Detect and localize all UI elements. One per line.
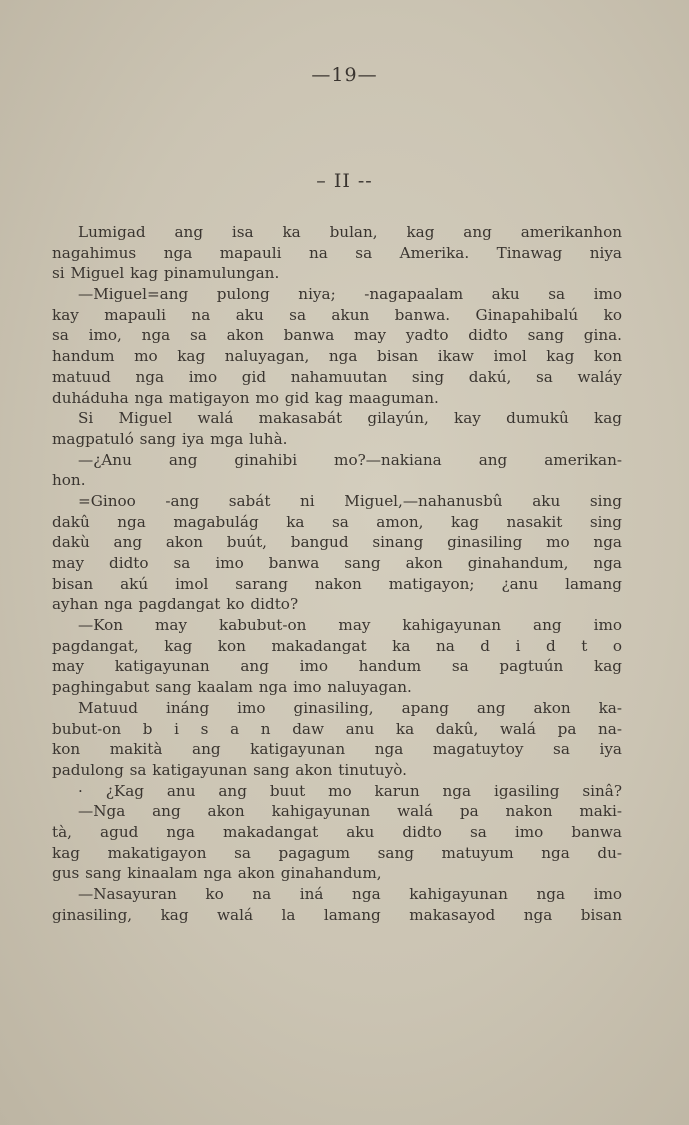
text-line: Matuud ináng imo ginasiling, apang ang akon ka- (78, 698, 622, 717)
text-line: ginasiling, kag walá la lamang makasayod nga bisan (52, 905, 622, 924)
text-line: hon. (52, 471, 86, 490)
page-number: —19— (311, 64, 378, 86)
text-line: sa imo, nga sa akon banwa may yadto didto sang gina. (52, 326, 622, 345)
text-line: bisan akú imol sarang nakon matigayon; ¿anu lamang (52, 574, 622, 593)
text-line: —Kon may kabubut-on may kahigayunan ang imo (78, 616, 622, 635)
text-line: —Miguel=ang pulong niya; -nagapaalam aku sa imo (78, 285, 622, 304)
text-line: padulong sa katigayunan sang akon tinutuyò. (52, 760, 407, 779)
body-text (52, 222, 622, 925)
text-line: =Ginoo -ang sabát ni Miguel,—nahanusbû aku sing (78, 491, 622, 510)
text-line: matuud nga imo gid nahamuutan sing dakú, sa waláy (52, 367, 622, 386)
text-line: dakù ang akon buút, bangud sinang ginasiling mo nga (52, 533, 622, 552)
text-line: kay mapauli na aku sa akun banwa. Ginapahibalú ko (52, 305, 622, 324)
text-line: —¿Anu ang ginahibi mo?—nakiana ang amerikan- (78, 450, 622, 469)
text-line: —Nasayuran ko na iná nga kahigayunan nga imo (78, 885, 622, 903)
text-line: Si Miguel walá makasabát gilayún, kay dumukû kag (78, 409, 622, 428)
text-line: may katigayunan ang imo handum sa pagtuún kag (52, 657, 622, 676)
text-line: magpatuló sang iya mga luhà. (52, 429, 288, 448)
text-line: kon makità ang katigayunan nga magatuytoy sa iya (52, 740, 622, 759)
text-line: handum mo kag naluyagan, nga bisan ikaw imol kag kon (52, 347, 622, 366)
text-line: paghingabut sang kaalam nga imo naluyagan. (52, 678, 412, 697)
text-line: may didto sa imo banwa sang akon ginahandum, nga (52, 554, 622, 572)
text-line: kag makatigayon sa pagagum sang matuyum nga du- (52, 843, 622, 862)
text-line: tà, agud nga makadangat aku didto sa imo banwa (52, 822, 622, 841)
text-line: si Miguel kag pinamulungan. (52, 264, 280, 283)
text-line: pagdangat, kag kon makadangat ka na d i d t o (52, 636, 622, 655)
text-line: Lumigad ang isa ka bulan, kag ang amerikanhon (78, 223, 622, 241)
text-line: dakû nga magabulág ka sa amon, kag nasakit sing (52, 512, 622, 531)
text-line: gus sang kinaalam nga akon ginahandum, (52, 864, 382, 883)
text-line: ayhan nga pagdangat ko didto? (52, 595, 299, 614)
text-line: —Nga ang akon kahigayunan walá pa nakon maki- (78, 802, 622, 821)
text-line: nagahimus nga mapauli na sa Amerika. Tinawag niya (52, 243, 622, 262)
text-line: · ¿Kag anu ang buut mo karun nga igasiling sinâ? (78, 781, 622, 800)
text-line: bubut-on b i s a n daw anu ka dakû, walá pa na- (52, 719, 622, 738)
chapter-heading: – II -- (316, 170, 373, 192)
text-line: duháduha nga matigayon mo gid kag maaguman. (52, 388, 439, 407)
